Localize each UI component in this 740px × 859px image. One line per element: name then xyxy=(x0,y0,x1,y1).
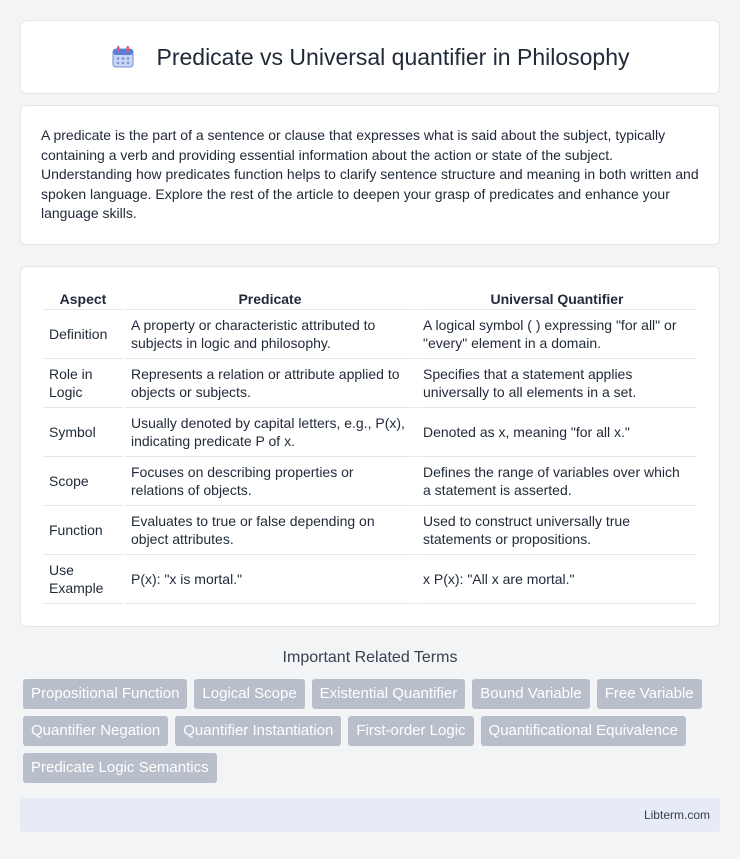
related-term-tag[interactable]: Quantifier Instantiation xyxy=(175,716,341,746)
table-row xyxy=(43,459,697,506)
cell-aspect: Use Example xyxy=(43,557,123,604)
related-term-tag[interactable]: Existential Quantifier xyxy=(312,679,466,709)
cell-predicate: Represents a relation or attribute applied to objects or subjects. xyxy=(125,361,415,408)
cell-universal: A logical symbol ( ) expressing "for all" or "every" element in a domain. xyxy=(417,312,697,359)
cell-aspect: Role in Logic xyxy=(43,361,123,408)
table-header-row xyxy=(43,289,697,310)
cell-predicate: Focuses on describing properties or relations of objects. xyxy=(125,459,415,506)
cell-universal: Denoted as x, meaning "for all x." xyxy=(417,410,697,457)
cell-aspect: Function xyxy=(43,508,123,555)
footer-brand[interactable]: Libterm.com xyxy=(643,807,710,822)
table-row xyxy=(43,557,697,604)
related-terms-title: Important Related Terms xyxy=(282,648,458,666)
comparison-table-card xyxy=(20,266,720,627)
related-term-tag[interactable]: Quantificational Equivalence xyxy=(481,716,686,746)
title-card xyxy=(20,20,720,94)
related-term-tag[interactable]: Propositional Function xyxy=(23,679,187,709)
table-row xyxy=(43,410,697,457)
page-title: Predicate vs Universal quantifier in Philosophy xyxy=(156,43,630,70)
intro-text: A predicate is the part of a sentence or clause that expresses what is said about the subject, typically containing a verb and providing essential information about the action or state of the subject. Understanding how predicates function helps to clarify sentence structure and meaning in both written and spoken language. Explore the rest of the article to deepen your grasp of predicates and enhance your language skills. xyxy=(41,127,699,222)
table-row xyxy=(43,361,697,408)
related-term-tag[interactable]: First-order Logic xyxy=(348,716,473,746)
header-aspect: Aspect xyxy=(43,289,123,310)
header-universal-quantifier: Universal Quantifier xyxy=(417,289,697,310)
cell-predicate: P(x): "x is mortal." xyxy=(125,557,415,604)
cell-universal: Specifies that a statement applies universally to all elements in a set. xyxy=(417,361,697,408)
comparison-table xyxy=(41,287,699,606)
related-terms-list xyxy=(20,679,720,783)
related-term-tag[interactable]: Predicate Logic Semantics xyxy=(23,753,217,783)
cell-aspect: Definition xyxy=(43,312,123,359)
cell-aspect: Symbol xyxy=(43,410,123,457)
related-term-tag[interactable]: Free Variable xyxy=(597,679,702,709)
calendar-icon xyxy=(110,44,136,70)
related-term-tag[interactable]: Quantifier Negation xyxy=(23,716,168,746)
footer xyxy=(20,798,720,832)
cell-universal: Used to construct universally true statements or propositions. xyxy=(417,508,697,555)
related-term-tag[interactable]: Bound Variable xyxy=(472,679,589,709)
cell-universal: x P(x): "All x are mortal." xyxy=(417,557,697,604)
cell-predicate: Usually denoted by capital letters, e.g., P(x), indicating predicate P of x. xyxy=(125,410,415,457)
intro-card xyxy=(20,105,720,245)
related-term-tag[interactable]: Logical Scope xyxy=(194,679,304,709)
cell-predicate: Evaluates to true or false depending on object attributes. xyxy=(125,508,415,555)
cell-predicate: A property or characteristic attributed to subjects in logic and philosophy. xyxy=(125,312,415,359)
header-predicate: Predicate xyxy=(125,289,415,310)
cell-universal: Defines the range of variables over which a statement is asserted. xyxy=(417,459,697,506)
cell-aspect: Scope xyxy=(43,459,123,506)
table-row xyxy=(43,508,697,555)
table-row xyxy=(43,312,697,359)
